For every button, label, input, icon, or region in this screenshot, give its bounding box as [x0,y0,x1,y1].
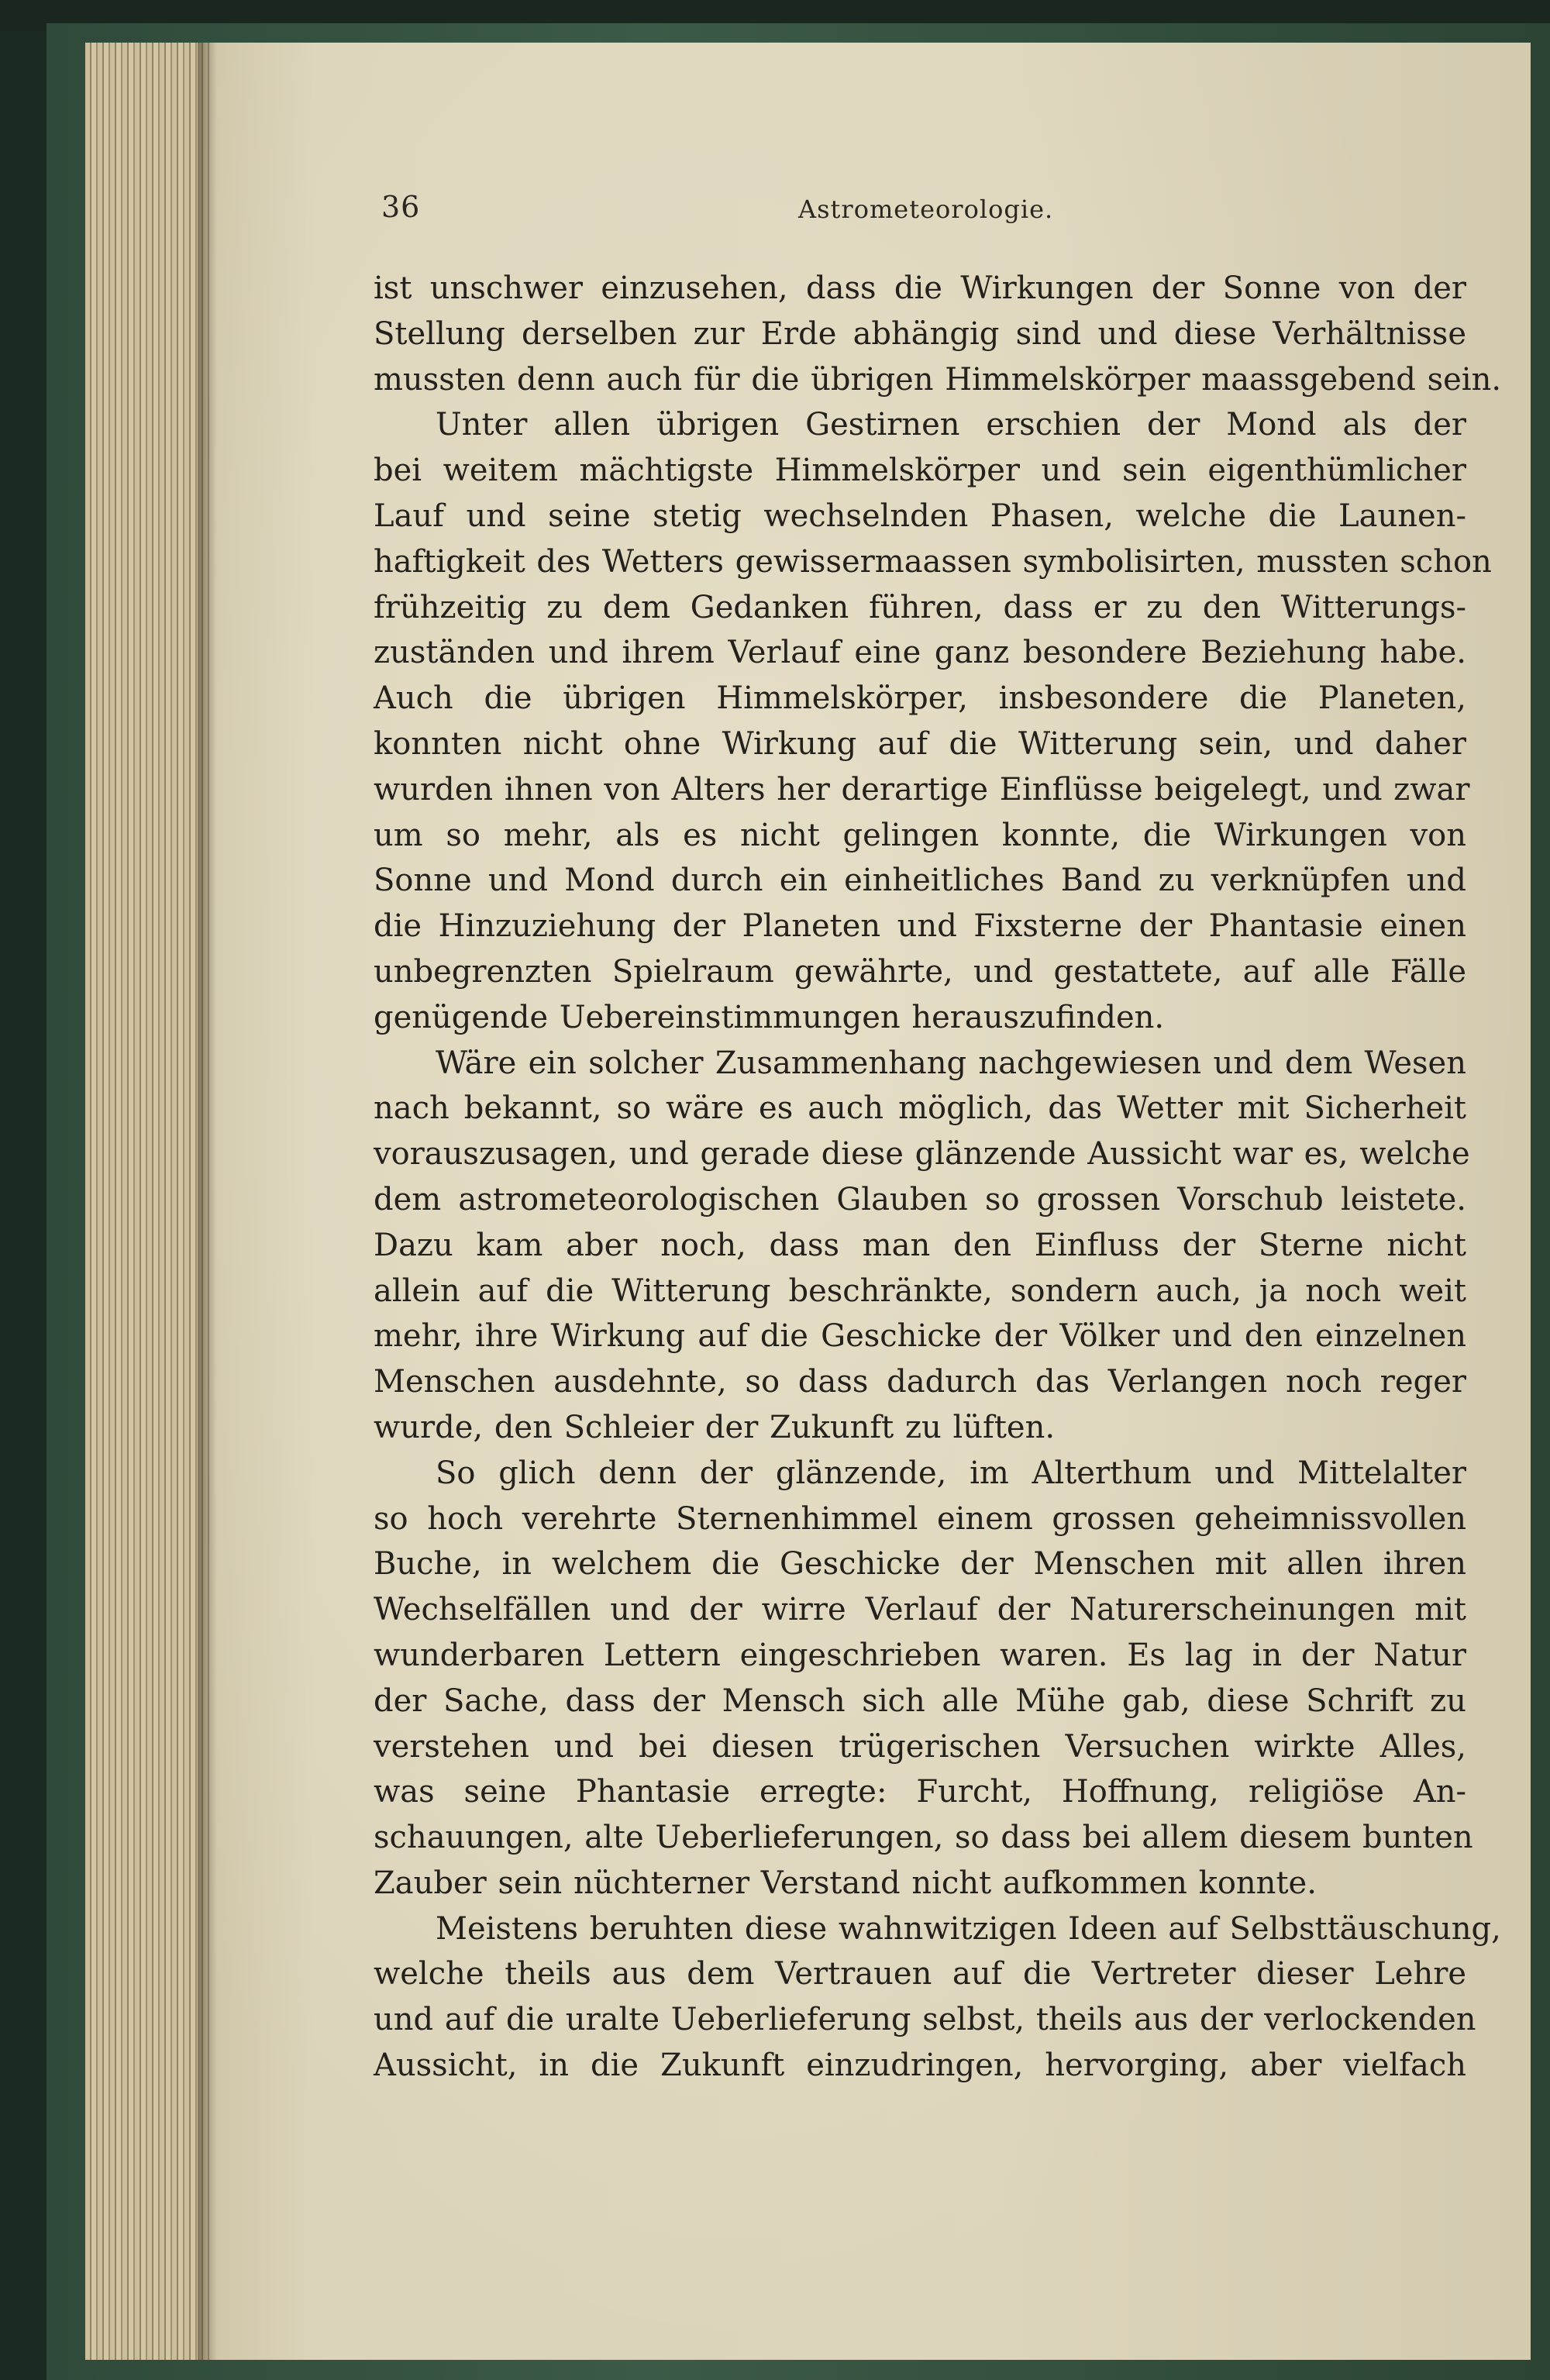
text-line: mussten denn auch für die übrigen Himmelskörper maassgebend sein. [374,361,1502,398]
text-line: haftigkeit des Wetters gewissermaassen symbolisirten, mussten schon [374,543,1492,580]
text-line: ist unschwer einzusehen, dass die Wirkungen der Sonne von der [374,270,1466,306]
text-line: so hoch verehrte Sternenhimmel einem grossen geheimnissvollen [374,1500,1466,1537]
page-header [381,190,1544,236]
page-number: 36 [381,190,421,224]
paragraph [374,266,1502,402]
text-line: der Sache, dass der Mensch sich alle Mühe gab, diese Schrift zu [374,1683,1466,1719]
text-line: wunderbaren Lettern eingeschrieben waren. Es lag in der Natur [374,1637,1466,1673]
text-line: Stellung derselben zur Erde abhängig sind und diese Verhältnisse [374,315,1466,352]
text-line: Zauber sein nüchterner Verstand nicht aufkommen konnte. [374,1865,1317,1901]
text-line: um so mehr, als es nicht gelingen konnte, die Wirkungen von [374,817,1466,853]
paragraph [374,1041,1470,1451]
paragraph [374,402,1492,1040]
text-line: genügende Uebereinstimmungen herauszufinden. [374,999,1165,1035]
paragraph [374,1906,1501,2089]
body-text [374,266,1502,2089]
text-line: Unter allen übrigen Gestirnen erschien der Mond als der [436,407,1466,443]
text-line: was seine Phantasie erregte: Furcht, Hoffnung, religiöse An- [374,1774,1466,1810]
text-line: verstehen und bei diesen trügerischen Versuchen wirkte Alles, [374,1728,1466,1765]
text-line: mehr, ihre Wirkung auf die Geschicke der Völker und den einzelnen [374,1318,1466,1355]
paragraph [374,1451,1473,1906]
running-head: Astrometeorologie. [798,195,1054,224]
text-line: wurde, den Schleier der Zukunft zu lüften. [374,1409,1056,1445]
text-line: welche theils aus dem Vertrauen auf die Vertreter dieser Lehre [374,1956,1466,1993]
book-page [209,43,1531,2360]
text-line: Menschen ausdehnte, so dass dadurch das Verlangen noch reger [374,1364,1466,1400]
text-line: wurden ihnen von Alters her derartige Einflüsse beigelegt, und zwar [374,771,1470,808]
text-line: So glich denn der glänzende, im Alterthum und Mittelalter [436,1455,1466,1491]
text-line: und auf die uralte Ueberlieferung selbst, theils aus der verlockenden [374,2002,1476,2038]
text-line: Meistens beruhten diese wahnwitzigen Ideen auf Selbsttäuschung, [436,1910,1501,1947]
text-line: Auch die übrigen Himmelskörper, insbesondere die Planeten, [374,680,1466,717]
text-line: die Hinzuziehung der Planeten und Fixsterne der Phantasie einen [374,908,1466,945]
text-line: zuständen und ihrem Verlauf eine ganz besondere Beziehung habe. [374,635,1466,671]
gutter-shadow [198,43,217,2360]
text-line: schauungen, alte Ueberlieferungen, so dass bei allem diesem bunten [374,1820,1473,1856]
text-line: vorauszusagen, und gerade diese glänzende Aussicht war es, welche [374,1136,1470,1173]
text-line: allein auf die Witterung beschränkte, sondern auch, ja noch weit [374,1273,1466,1309]
text-line: dem astrometeorologischen Glauben so grossen Vorschub leistete. [374,1181,1466,1218]
text-line: Lauf und seine stetig wechselnden Phasen, welche die Launen- [374,498,1466,534]
text-line: nach bekannt, so wäre es auch möglich, das Wetter mit Sicherheit [374,1090,1466,1127]
text-line: Buche, in welchem die Geschicke der Menschen mit allen ihren [374,1546,1466,1583]
text-line: Dazu kam aber noch, dass man den Einfluss der Sterne nicht [374,1227,1466,1263]
text-line: konnten nicht ohne Wirkung auf die Witterung sein, und daher [374,725,1466,762]
text-line: frühzeitig zu dem Gedanken führen, dass er zu den Witterungs- [374,589,1466,625]
text-line: Wechselfällen und der wirre Verlauf der Naturerscheinungen mit [374,1592,1466,1628]
text-line: Aussicht, in die Zukunft einzudringen, hervorging, aber vielfach [374,2048,1466,2084]
text-line: Sonne und Mond durch ein einheitliches Band zu verknüpfen und [374,863,1466,899]
text-line: unbegrenzten Spielraum gewährte, und gestattete, auf alle Fälle [374,953,1466,990]
text-line: Wäre ein solcher Zusammenhang nachgewiesen und dem Wesen [436,1045,1466,1081]
text-line: bei weitem mächtigste Himmelskörper und sein eigenthümlicher [374,453,1466,489]
